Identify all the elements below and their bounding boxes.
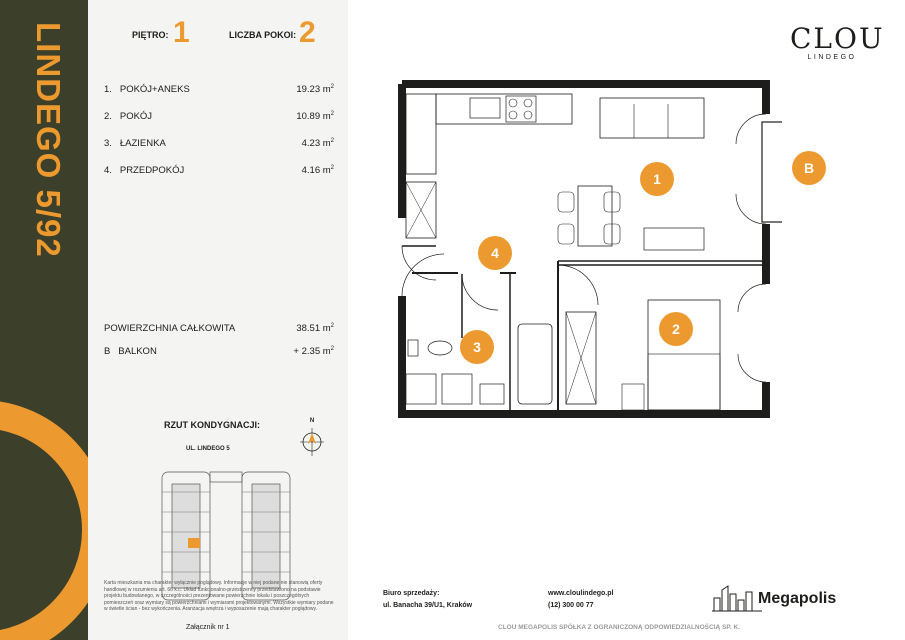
room-area: 4.23 $m^2$	[301, 138, 334, 150]
room-name: POKÓJ	[119, 111, 153, 122]
attachment-label: Załącznik nr 1	[186, 624, 230, 631]
left-brand-band	[0, 0, 88, 640]
decorative-arc	[0, 400, 88, 640]
room-row: 4. PRZEDPOKÓJ 4.16 $m^2$	[104, 165, 334, 177]
floor-plan	[382, 78, 782, 423]
skyline-icon	[712, 584, 762, 612]
floor-value: 1	[173, 16, 190, 49]
sales-office-label: Biuro sprzedaży:	[383, 590, 440, 597]
room-area: 19.23 $m^2$	[296, 84, 334, 96]
disclaimer-text: Karta mieszkania ma charakter wyłącznie poglądowy. Informacje w niej podane nie stanowią oferty handlowej w rozumieniu art. 66 k.c. Układ funkcjonalno-przestrzenny przedstawiono na podstawie projektu budowlanego, w szczególności prezentowane powierzchnie lokalu i poszczególnych pomieszczeń oraz wymiary są powierzchniami i wymiarami projektowanymi. Wszystkie wymiary podane w świetle ścian - bez wykończenia. Aranżacja wnętrza i wyposażenie mają charakter poglądowy.	[104, 580, 334, 613]
room-row: 2. POKÓJ 10.89 $m^2$	[104, 111, 334, 123]
room-2-badge: 2	[659, 312, 693, 346]
clou-logo: CLOU LINDEGO	[790, 22, 885, 61]
north-arrow-icon: N	[300, 418, 324, 462]
keyplan-street: UL. LINDEGO 5	[186, 446, 230, 452]
balcony-badge: B	[792, 151, 826, 185]
room-1-badge: 1	[640, 162, 674, 196]
floor-label: PIĘTRO:	[132, 30, 169, 40]
developer-name: Megapolis	[758, 590, 837, 607]
room-3-badge: 3	[460, 330, 494, 364]
balcony-row: B BALKON + 2.35 $m^2$	[104, 346, 334, 358]
developer-legal: CLOU MEGAPOLIS SPÓŁKA Z OGRANICZONĄ ODPOWIEDZIALNOŚCIĄ SP. K.	[498, 624, 740, 631]
room-name: ŁAZIENKA	[119, 138, 166, 149]
rooms-count-label: LICZBA POKOI:	[229, 30, 297, 40]
website-link[interactable]: www.cloulindego.pl	[548, 590, 614, 597]
phone-number[interactable]: (12) 300 00 77	[548, 602, 594, 609]
room-area: 4.16 $m^2$	[301, 165, 334, 177]
keyplan-title: RZUT KONDYGNACJI:	[164, 420, 260, 430]
room-4-badge: 4	[478, 236, 512, 270]
room-area: 10.89 $m^2$	[296, 111, 334, 123]
room-row: 1. POKÓJ+ANEKS 19.23 $m^2$	[104, 84, 334, 96]
room-row: 3. ŁAZIENKA 4.23 $m^2$	[104, 138, 334, 150]
sales-address: ul. Banacha 39/U1, Kraków	[383, 602, 473, 609]
rooms-count-value: 2	[299, 16, 316, 49]
room-name: PRZEDPOKÓJ	[119, 165, 185, 176]
total-area-row: POWIERZCHNIA CAŁKOWITA 38.51 $m^2$	[104, 323, 334, 335]
room-name: POKÓJ+ANEKS	[119, 84, 190, 95]
apartment-title: LINDEGO 5/92	[30, 22, 67, 258]
keyplan-highlight	[188, 538, 200, 548]
